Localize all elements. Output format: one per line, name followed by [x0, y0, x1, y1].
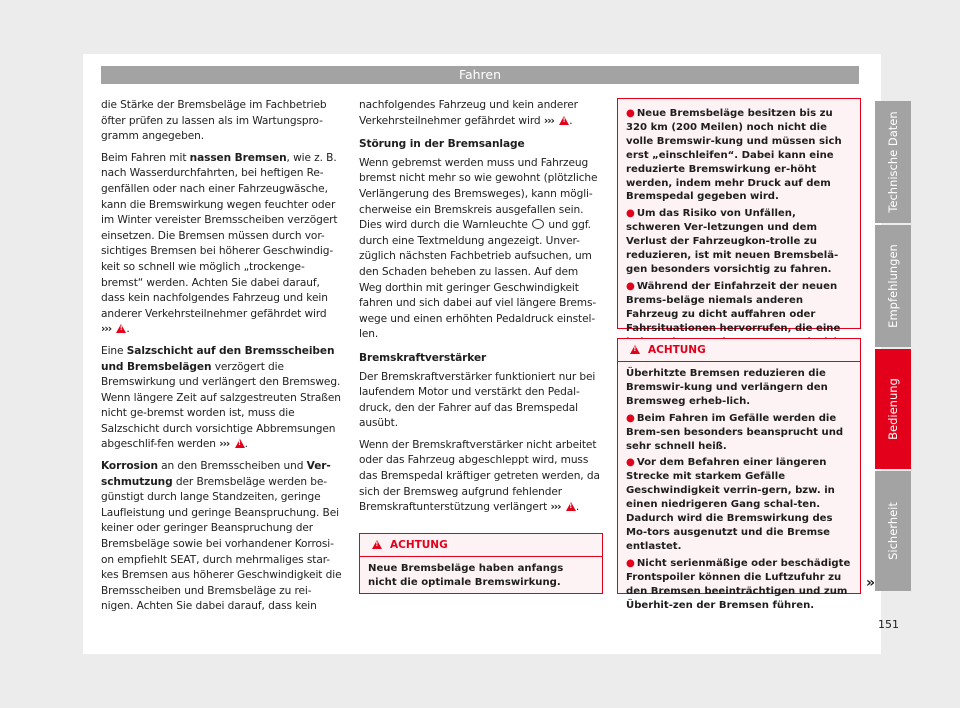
warning-box-continued — [617, 98, 861, 334]
warning-box — [617, 338, 861, 611]
section-heading: Bremskraftverstärker — [359, 351, 487, 364]
warning-icon — [630, 345, 640, 354]
list-item: ● Vor dem Befahren einer längeren Strecke mit starkem Gefälle Geschwindigkeit verrin-gern, bzw. in einen niedrigeren Gang schal-ten. Dadurch wird die Bremswirkung des Mo-tors ausgenutzt und die Bremse entlastet. — [626, 457, 835, 552]
paragraph: Beim Fahren mit nassen Bremsen, wie z. B. nach Wasserdurchfahrten, bei heftigen Re-genfällen oder nach einer Fahrzeugwäsche, kann die Bremswirkung wegen feuchter oder im Winter vereister Bremsscheiben verzögert einsetzen. Die Bremsen müssen durch vor-sichtiges Bremsen bei höherer Geschwindig-keit so schnell wie möglich „trockenge-bremst“ werden. Achten Sie dabei darauf, dass kein nachfolgendes Fahrzeug und kein anderer Verkehrsteilnehmer gefährdet wird ››› ! . — [101, 151, 343, 338]
list-item: ● Um das Risiko von Unfällen, schweren Ver-letzungen und dem Verlust der Fahrzeugkon-trolle zu reduzieren, ist mit neuen Bremsbelä-gen besonders vorsichtig zu fahren. — [626, 208, 839, 275]
tab-empfehlungen[interactable]: Empfehlungen — [875, 225, 911, 347]
warning-intro: Überhitzte Bremsen reduzieren die Bremswir-kung und verlängern den Bremsweg erheb-lich. — [626, 368, 828, 407]
warning-box-text: Neue Bremsbeläge haben anfangs nicht die optimale Bremswirkung. — [368, 563, 564, 588]
tab-bedienung[interactable]: Bedienung — [875, 349, 911, 469]
warning-icon — [116, 324, 126, 333]
text-column-2 — [359, 98, 602, 522]
warning-icon — [372, 540, 382, 549]
warning-box-header: ! ACHTUNG — [360, 534, 602, 557]
paragraph: nachfolgendes Fahrzeug und kein anderer Verkehrsteilnehmer gefährdet wird ››› ! . — [359, 98, 602, 129]
page-header: Fahren — [101, 66, 859, 84]
list-item: ● Nicht serienmäßige oder beschädigte Frontspoiler können die Luftzufuhr zu den Bremsen beeinträchtigen und zum Überhit-zen der Bremsen führen. — [626, 557, 851, 611]
section-heading: Störung in der Bremsanlage — [359, 138, 525, 151]
text-column-1 — [101, 98, 343, 621]
reference-arrows[interactable]: ››› — [101, 323, 112, 336]
list-item: ● Beim Fahren im Gefälle werden die Brem-sen besonders beansprucht und sehr schnell heiß. — [626, 412, 844, 452]
page-number: 151 — [878, 618, 899, 631]
warning-icon — [235, 439, 245, 448]
paragraph: die Stärke der Bremsbeläge im Fachbetrieb öfter prüfen zu lassen als im Wartungspro-gramm angegeben. — [101, 99, 327, 143]
paragraph: Wenn gebremst werden muss und Fahrzeug bremst nicht mehr so wie gewohnt (plötzliche Verlängerung des Bremsweges), kann mögli-cherweise ein Bremskreis ausgefallen sein. Dies wird durch die Warnleuchte und ggf. durch eine Textmeldung angezeigt. Unver-züglich nächsten Fachbetrieb aufsuchen, um den Schaden beheben zu lassen. Auf dem Weg dorthin mit geringer Geschwindigkeit fahren und sich dabei auf viel längere Brems-wege und einen erhöhten Pedaldruck einstel-len. — [359, 156, 598, 341]
brake-warning-lamp-icon — [532, 219, 544, 229]
paragraph: Eine Salzschicht auf den Bremsscheiben und Bremsbelägen verzögert die Bremswirkung und verlängert den Bremsweg. Wenn längere Zeit auf salzgestreuten Straßen nicht ge-bremst worden ist, muss die Salzschicht durch vorsichtige Abbremsungen abgeschlif-fen werden ››› ! . — [101, 344, 343, 453]
paragraph: Korrosion an den Bremsscheiben und Ver-schmutzung der Bremsbeläge werden be-günstigt durch lange Standzeiten, geringe Laufleistung und geringe Beanspruchung. Bei keiner oder geringer Beanspruchung der Bremsbeläge sowie bei vorhandener Korrosi-on empfiehlt SEAT, durch mehrmaliges star-kes Bremsen aus höherer Geschwindigkeit die Bremsscheiben und Bremsbeläge zu rei-nigen. Achten Sie dabei darauf, dass kein — [101, 460, 342, 613]
warning-icon — [559, 116, 569, 125]
continue-arrow-icon: » — [866, 575, 876, 591]
tab-technische-daten[interactable]: Technische Daten — [875, 101, 911, 223]
reference-arrows[interactable]: ››› — [219, 438, 230, 451]
warning-box-header: ! ACHTUNG — [618, 339, 860, 362]
reference-arrows[interactable]: ››› — [543, 114, 554, 127]
reference-arrows[interactable]: ››› — [550, 501, 561, 514]
list-item: ● Neue Bremsbeläge besitzen bis zu 320 km (200 Meilen) noch nicht die volle Bremswir-kung und müssen sich erst „einschleifen“. Dabei kann eine reduzierte Bremswirkung er-höht werden, indem mehr Druck auf dem Bremspedal gegeben wird. — [626, 108, 842, 203]
warning-icon — [566, 502, 576, 511]
tab-sicherheit[interactable]: Sicherheit — [875, 471, 911, 591]
paragraph: Der Bremskraftverstärker funktioniert nur bei laufendem Motor und verstärkt den Pedal-druck, den der Fahrer auf das Bremspedal ausübt. — [359, 370, 596, 430]
paragraph: Wenn der Bremskraftverstärker nicht arbeitet oder das Fahrzeug abgeschleppt wird, muss das Bremspedal kräftiger getreten werden, da sich der Bremsweg aufgrund fehlender Bremskraftunterstützung verlängert ››› ! . — [359, 438, 602, 516]
warning-box — [359, 533, 603, 594]
list-item: ● Während der Einfahrzeit der neuen Brems-beläge niemals anderen Fahrzeug zu dicht auffahren oder Fahrsituationen hervorrufen, die eine — [626, 280, 841, 334]
